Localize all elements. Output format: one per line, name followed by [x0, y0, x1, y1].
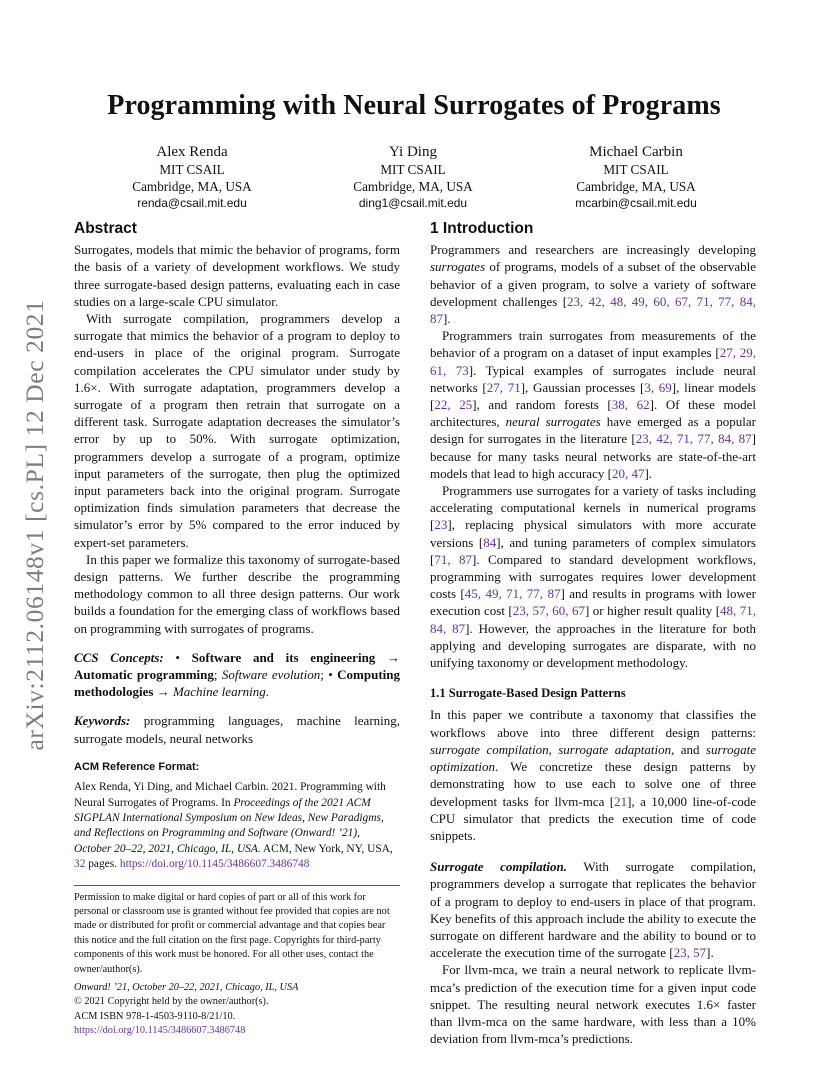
citation-link[interactable]: 38, 62	[611, 397, 650, 413]
conference-info: Onward! ’21, October 20–22, 2021, Chicago, IL, USA	[74, 981, 299, 993]
author-name: Alex Renda	[156, 144, 228, 160]
citation-link[interactable]: 20, 47	[611, 465, 645, 481]
citation-link[interactable]: 71, 87	[434, 551, 473, 567]
introduction-heading: 1 Introduction	[430, 220, 534, 237]
citation-link[interactable]: 23, 57, 60, 67	[512, 603, 585, 619]
intro-paragraph-1: Programmers and researchers are increasingly developing surrogates of programs, models of a subset of the observable behavior of a given program, to solve a variety of software development challenges [23, 42, 48, 49, 60, 67, 71, 77, 84, 87].	[430, 242, 757, 327]
citation-link[interactable]: 3, 69	[644, 379, 672, 395]
footer-divider	[74, 885, 400, 886]
abstract-paragraph-2: With surrogate compilation, programmers develop a surrogate that mimics the behavior of a program to deploy to end-users in place of the original program. Surrogate compilation accelerates the CPU simulator under study by 1.6×. With surrogate adaptation, programmers develop a surrogate of a program then retrain that surrogate on a different task. Surrogate adaptation decreases the simulator’s error by up to 50%. With surrogate optimization, programmers develop a surrogate of a program, optimize input parameters of the surrogate, then plug the optimized input parameters back into the original program. Surrogate optimization finds simulation parameters that decrease the simulator’s error by 5% compared to the error induced by expert-set parameters.	[74, 311, 400, 550]
ccs-concepts: CCS Concepts: • Software and its engineering → Automatic programming; Software evolution; • Computing methodologies → Machine learning.	[74, 649, 400, 700]
left-column	[74, 220, 400, 1039]
right-column	[430, 220, 756, 1047]
footer-doi-link[interactable]: https://doi.org/10.1145/3486607.3486748	[74, 1025, 246, 1037]
intro-paragraph-3: Programmers use surrogates for a variety of tasks including accelerating computational kernels in numerical programs [23], replacing physical simulators with more accurate versions [84], and tuning parameters of complex simulators [71, 87]. Compared to standard development workflows, programming with surrogates requires lower development costs [45, 49, 71, 77, 87] and results in programs with lower execution cost [23, 57, 60, 67] or higher result quality [48, 71, 84, 87]. However, the approaches in the literature for both applying and developing surrogates are disparate, with no unifying taxonomy or development methodology.	[430, 483, 757, 671]
citation-link[interactable]: 23	[434, 517, 448, 533]
author-email[interactable]: ding1@csail.mit.edu	[358, 196, 468, 210]
author-email[interactable]: mcarbin@csail.mit.edu	[575, 196, 697, 210]
pages-link[interactable]: 32	[74, 858, 86, 871]
acm-doi-link[interactable]: https://doi.org/10.1145/3486607.3486748	[119, 858, 310, 871]
surrogate-compilation-paragraph: Surrogate compilation. With surrogate compilation, programmers develop a surrogate that replicates the behavior of a program to deploy to end-users in place of that program. Key benefits of this approach include the ability to execute the surrogate on different hardware and the ability to bound or to accelerate the execution time of the surrogate [23, 57].	[430, 859, 756, 961]
citation-link[interactable]: 45, 49, 71, 77, 87	[464, 586, 561, 602]
acm-reference-heading: ACM Reference Format:	[74, 760, 200, 773]
author-name: Michael Carbin	[589, 144, 683, 160]
surrogate-compilation-paragraph-2: For llvm-mca, we train a neural network to replicate llvm-mca’s prediction of the execution time for a given input code snippet. The resulting neural network executes 1.6× faster than llvm-mca on the same hardware, with less than a 10% deviation from llvm-mca’s predictions.	[430, 962, 756, 1047]
citation-link[interactable]: 84	[483, 534, 497, 550]
author-block-3	[526, 143, 746, 212]
author-location: Cambridge, MA, USA	[576, 178, 696, 194]
paragraph-heading: Surrogate compilation.	[430, 859, 567, 875]
paper-title: Programming with Neural Surrogates of Programs	[107, 90, 721, 121]
permission-notice: Permission to make digital or hard copies of part or all of this work for personal or classroom use is granted without fee provided that copies are not made or distributed for profit or commercial advantage and that copies bear this notice and the full citation on the first page. Copyrights for third-party components of this work must be honored. For all other uses, contact the owner/author(s).	[74, 891, 390, 975]
intro-paragraph-2: Programmers train surrogates from measurements of the behavior of a program on a dataset of input examples [27, 29, 61, 73]. Typical examples of surrogates include neural networks [27, 71], Gaussian processes [3, 69], linear models [22, 25], and random forests [38, 62]. Of these model architectures, neural surrogates have emerged as a popular design for surrogates in the literature [23, 42, 71, 77, 84, 87] because for many tasks neural networks are state-of-the-art models that lead to high accuracy [20, 47].	[430, 328, 757, 481]
author-affiliation: MIT CSAIL	[380, 162, 446, 177]
citation-link[interactable]: 21	[614, 793, 628, 809]
keywords: Keywords: programming languages, machine learning, surrogate models, neural networks	[74, 713, 401, 746]
arxiv-stamp	[20, 290, 50, 760]
arxiv-stamp-text: arXiv:2112.06148v1 [cs.PL] 12 Dec 2021	[20, 299, 49, 751]
citation-link[interactable]: 48, 71, 84, 87	[430, 603, 757, 636]
author-location: Cambridge, MA, USA	[132, 178, 252, 194]
author-affiliation: MIT CSAIL	[159, 162, 225, 177]
citation-link[interactable]: 23, 57	[673, 945, 707, 961]
citation-link[interactable]: 23, 42, 71, 77, 84, 87	[635, 431, 752, 447]
citation-link[interactable]: 22, 25	[434, 397, 473, 413]
author-block-1	[82, 143, 302, 212]
citation-link[interactable]: 27, 29, 61, 73	[430, 345, 756, 378]
author-email[interactable]: renda@csail.mit.edu	[137, 196, 247, 210]
citation-link[interactable]: 23, 42, 48, 49, 60, 67, 71, 77, 84, 87	[430, 293, 757, 327]
author-affiliation: MIT CSAIL	[603, 162, 669, 177]
author-location: Cambridge, MA, USA	[353, 178, 473, 194]
author-name: Yi Ding	[389, 144, 437, 160]
acm-reference-text: Alex Renda, Yi Ding, and Michael Carbin. 2021. Programming with Neural Surrogates of Programs. In Proceedings of the 2021 ACM SIGPLAN International Symposium on New Ideas, New Paradigms, and Reflections on Programming and Software (Onward! ’21), October 20–22, 2021, Chicago, IL, USA. ACM, New York, NY, USA, 32 pages. https://doi.org/10.1145/3486607.3486748	[74, 781, 393, 871]
abstract-heading: Abstract	[74, 220, 137, 237]
copyright: © 2021 Copyright held by the owner/author(s).	[74, 996, 269, 1008]
abstract-paragraph-3: In this paper we formalize this taxonomy of surrogate-based design patterns. We further describe the programming methodology common to all three design patterns. Our work builds a foundation for the emerging class of workflows based on programming with surrogates of programs.	[74, 551, 400, 636]
isbn: ACM ISBN 978-1-4503-9110-8/21/10.	[74, 1010, 236, 1022]
subsection-heading: 1.1 Surrogate-Based Design Patterns	[430, 686, 626, 701]
citation-link[interactable]: 27, 71	[486, 379, 521, 395]
subsection-paragraph-1: In this paper we contribute a taxonomy that classifies the workflows above into three different design patterns: surrogate compilation, surrogate adaptation, and surrogate optimization. We concretize these design patterns by demonstrating how to use each to solve one of three development tasks for llvm-mca [21], a 10,000 line-of-code CPU simulator that predicts the execution time of code snippets.	[430, 707, 756, 843]
author-block-2	[303, 143, 523, 212]
abstract-paragraph-1: Surrogates, models that mimic the behavior of programs, form the basis of a variety of development workflows. We study three surrogate-based design patterns, evaluating each in case studies on a large-scale CPU simulator.	[74, 242, 400, 309]
